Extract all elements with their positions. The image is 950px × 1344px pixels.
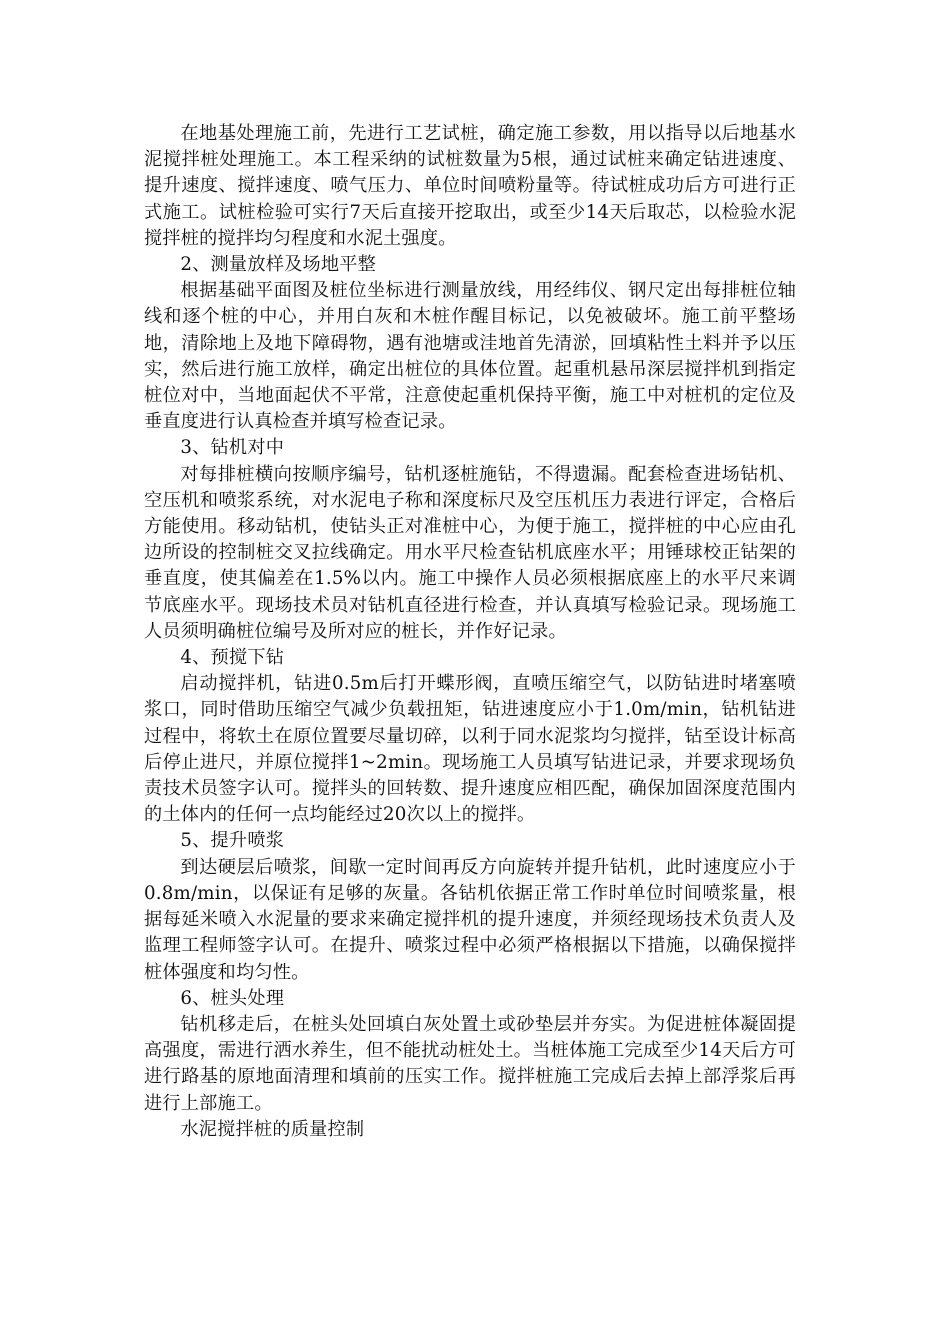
paragraph-pile-head: 钻机移走后，在桩头处回填白灰处置土或砂垫层并夯实。为促进桩体凝固提高强度，需进行洒水养生，但不能扰动桩处土。当桩体施工完成至少14天后方可进行路基的原地面清理和填前的压实工作。搅拌桩施工完成后去掉上部浮浆后再进行上部施工。 (144, 1013, 796, 1114)
paragraph-rig-alignment: 对每排桩横向按顺序编号，钻机逐桩施钻，不得遗漏。配套检查进场钻机、空压机和喷浆系统，对水泥电子称和深度标尺及空压机压力表进行评定，合格后方能使用。移动钻机，使钻头正对准桩中心，为便于施工，搅拌桩的中心应由孔边所设的控制桩交叉拉线确定。用水平尺检查钻机底座水平；用锤球校正钻架的垂直度，使其偏差在1.5%以内。施工中操作人员必须根据底座上的水平尺来调节底座水平。现场技术员对钻机直径进行检查，并认真填写检验记录。现场施工人员须明确桩位编号及所对应的桩长，并作好记录。 (144, 463, 796, 642)
heading-pile-head: 6、桩头处理 (180, 987, 285, 1009)
heading-lift-grouting: 5、提升喷浆 (180, 830, 285, 852)
heading-pre-mix-drilling: 4、预搅下钻 (180, 647, 285, 669)
paragraph-lift-grouting: 到达硬层后喷浆，间歇一定时间再反方向旋转并提升钻机，此时速度应小于0.8m/min，以保证有足够的灰量。各钻机依据正常工作时单位时间喷浆量，根据每延米喷入水泥量的要求来确定搅拌机的提升速度，并须经现场技术负责人及监理工程师签字认可。在提升、喷浆过程中必须严格根据以下措施，以确保搅拌桩体强度和均匀性。 (144, 856, 796, 983)
paragraph-survey-leveling: 根据基础平面图及桩位坐标进行测量放线，用经纬仪、钢尺定出每排桩位轴线和逐个桩的中心，并用白灰和木桩作醒目标记，以免被破坏。施工前平整场地，清除地上及地下障碍物，遇有池塘或洼地首先清淤，回填粘性土料并予以压实，然后进行施工放样，确定出桩位的具体位置。起重机悬吊深层搅拌机到指定桩位对中，当地面起伏不平常，注意使起重机保持平衡，施工中对桩机的定位及垂直度进行认真检查并填写检查记录。 (144, 280, 796, 433)
heading-rig-alignment: 3、钻机对中 (180, 437, 285, 459)
heading-quality-control: 水泥搅拌桩的质量控制 (180, 1118, 365, 1140)
heading-survey-leveling: 2、测量放样及场地平整 (180, 254, 377, 276)
paragraph-pre-mix-drilling: 启动搅拌机，钻进0.5m后打开蝶形阀，直喷压缩空气，以防钻进时堵塞喷浆口，同时借助压缩空气减少负载扭矩，钻进速度应小于1.0m/min，钻机钻进过程中，将软土在原位置要尽量切碎，以利于同水泥浆均匀搅拌，钻至设计标高后停止进尺，并原位搅拌1~2min。现场施工人员填写钻进记录，并要求现场负责技术员签字认可。搅拌头的回转数、提升速度应相匹配，确保加固深度范围内的土体内的任何一点均能经过20次以上的搅拌。 (144, 673, 796, 826)
paragraph-trial-pile: 在地基处理施工前，先进行工艺试桩，确定施工参数，用以指导以后地基水泥搅拌桩处理施工。本工程采纳的试桩数量为5根，通过试桩来确定钻进速度、提升速度、搅拌速度、喷气压力、单位时间喷粉量等。待试桩成功后方可进行正式施工。试桩检验可实行7天后直接开挖取出，或至少14天后取芯，以检验水泥搅拌桩的搅拌均匀程度和水泥土强度。 (144, 123, 796, 249)
document-body (144, 121, 796, 1143)
